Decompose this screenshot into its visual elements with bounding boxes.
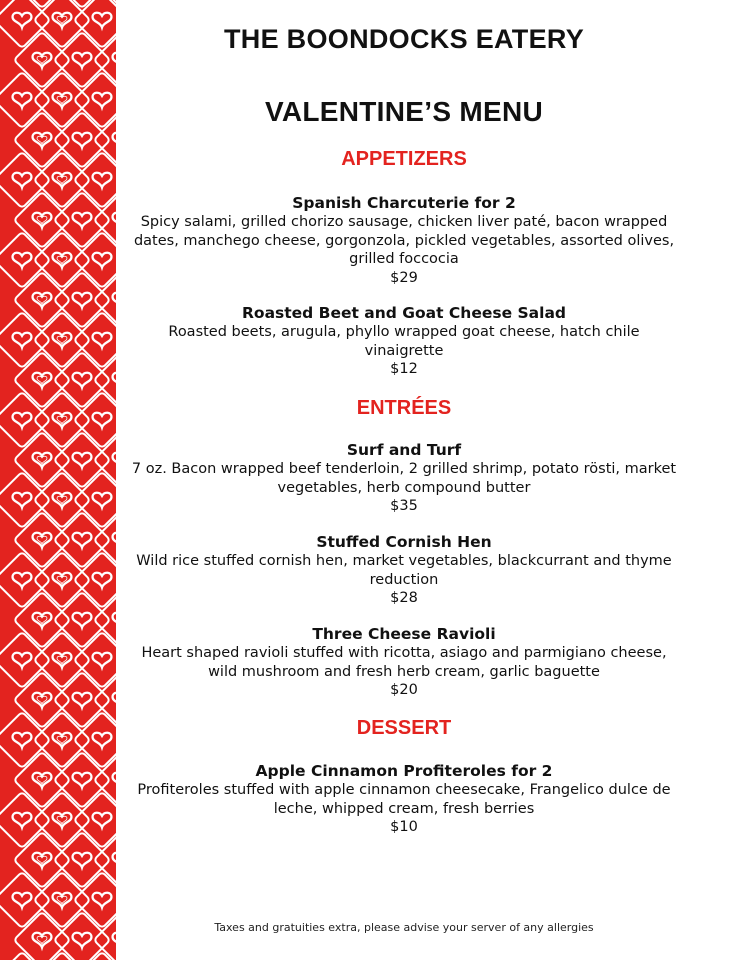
restaurant-name: THE BOONDOCKS EATERY [223, 24, 585, 54]
item-price: $12 [390, 361, 418, 377]
item-name: Surf and Turf [346, 441, 462, 459]
menu-item [130, 303, 678, 379]
item-name: Apple Cinnamon Profiteroles for 2 [255, 762, 553, 780]
menu-item [130, 761, 678, 837]
item-description: Wild rice stuffed cornish hen, market vegetables, blackcurrant and thyme reduction [136, 553, 672, 588]
item-description: Heart shaped ravioli stuffed with ricotta, asiago and parmigiano cheese, wild mushroom and fresh herb cream, garlic baguette [141, 645, 667, 680]
item-name: Spanish Charcuterie for 2 [292, 194, 516, 212]
item-name: Stuffed Cornish Hen [316, 533, 492, 551]
item-price: $10 [390, 819, 418, 835]
menu-title: VALENTINE’S MENU [264, 96, 544, 127]
item-description: Profiteroles stuffed with apple cinnamon cheesecake, Frangelico dulce de leche, whipped cream, fresh berries [137, 782, 671, 817]
menu-item [130, 440, 678, 516]
item-description: Spicy salami, grilled chorizo sausage, chicken liver paté, bacon wrapped dates, manchego cheese, gorgonzola, pickled vegetables, assorted olives, grilled foccocia [133, 214, 675, 267]
item-price: $20 [390, 682, 418, 698]
footer-note: Taxes and gratuities extra, please advise your server of any allergies [214, 921, 594, 934]
heart-pattern-border [0, 0, 116, 960]
section-title-appetizers: APPETIZERS [341, 148, 467, 170]
item-price: $35 [390, 498, 418, 514]
menu-item [130, 624, 678, 700]
item-name: Roasted Beet and Goat Cheese Salad [241, 304, 566, 322]
item-description: Roasted beets, arugula, phyllo wrapped goat cheese, hatch chile vinaigrette [168, 324, 640, 359]
item-price: $29 [390, 269, 418, 286]
menu-item [130, 193, 678, 287]
item-description: 7 oz. Bacon wrapped beef tenderloin, 2 grilled shrimp, potato rösti, market vegetables, herb compound butter [131, 461, 677, 496]
menu-page [130, 0, 678, 960]
item-name: Three Cheese Ravioli [312, 625, 496, 643]
menu-item [130, 532, 678, 608]
section-title-dessert: DESSERT [356, 717, 452, 739]
section-title-entrees: ENTRÉES [356, 397, 452, 419]
item-price: $28 [390, 590, 418, 606]
